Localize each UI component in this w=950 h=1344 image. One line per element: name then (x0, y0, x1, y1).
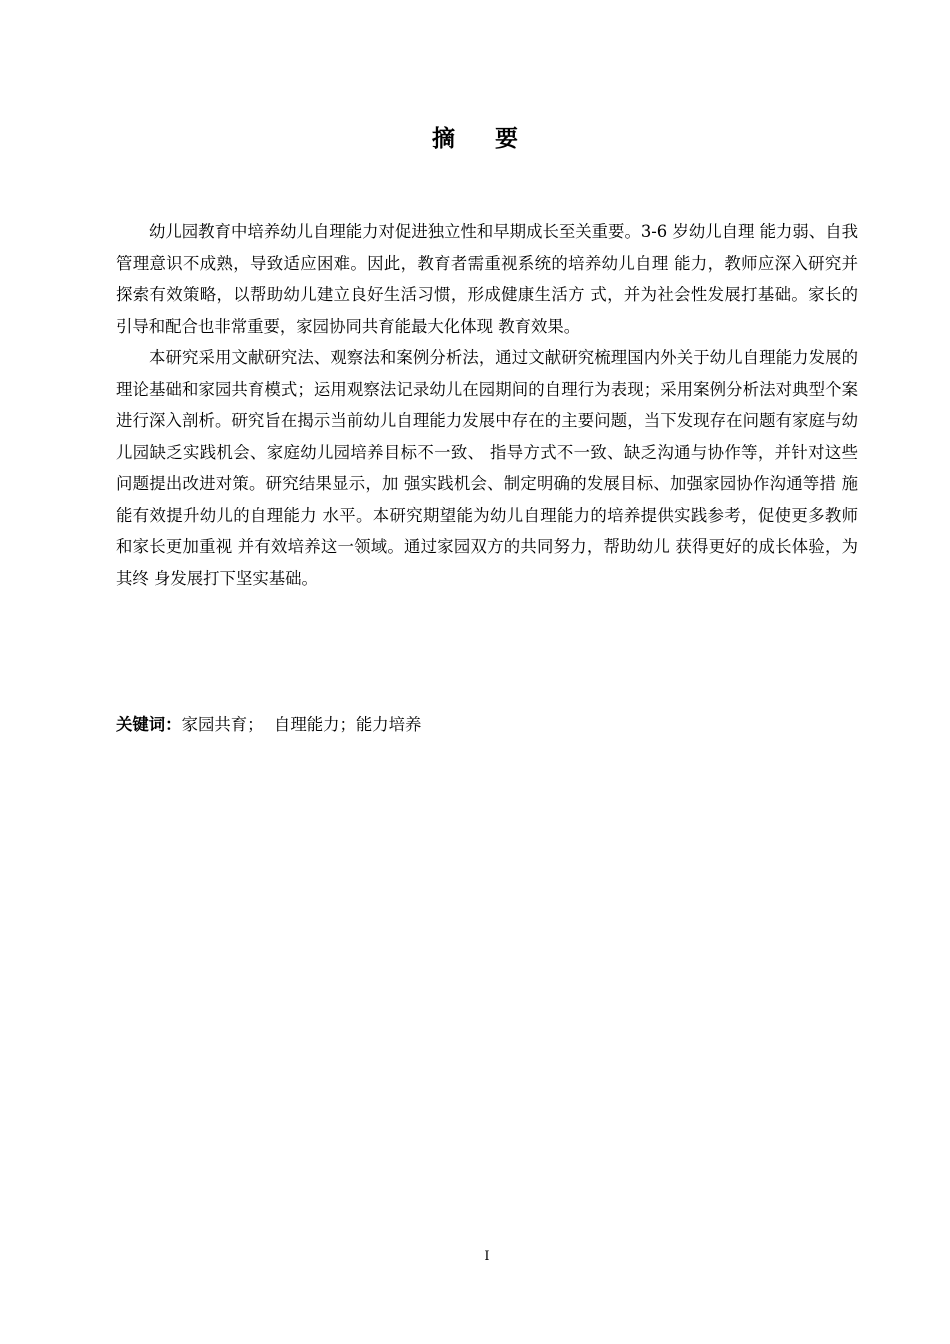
abstract-body (116, 216, 858, 594)
page-number: I (484, 1249, 490, 1264)
abstract-paragraph-2: 本研究采用文献研究法、观察法和案例分析法，通过文献研究梳理国内外关于幼儿自理能力发展的理论基础和家园共育模式；运用观察法记录幼儿在园期间的自理行为表现；采用案例分析法对典型个案进行深入剖析。研究旨在揭示当前幼儿自理能力发展中存在的主要问题，当下发现存在问题有家庭与幼儿园缺乏实践机会、家庭幼儿园培养目标不一致、 指导方式不一致、缺乏沟通与协作等，并针对这些问题提出改进对策。研究结果显示，加 强实践机会、制定明确的发展目标、加强家园协作沟通等措 施能有效提升幼儿的自理能力 水平。本研究期望能为幼儿自理能力的培养提供实践参考，促使更多教师和家长更加重视 并有效培养这一领域。通过家园双方的共同努力，帮助幼儿 获得更好的成长体验，为其终 身发展打下坚实基础。 (116, 348, 858, 588)
abstract-paragraph-1: 幼儿园教育中培养幼儿自理能力对促进独立性和早期成长至关重要。3-6 岁幼儿自理 能力弱、自我管理意识不成熟，导致适应困难。因此，教育者需重视系统的培养幼儿自理 能力，教师应深入研究并探索有效策略，以帮助幼儿建立良好生活习惯，形成健康生活方 式，并为社会性发展打基础。家长的引导和配合也非常重要，家园协同共育能最大化体现 教育效果。 (116, 222, 858, 336)
keywords-line (116, 711, 858, 739)
keywords-label: 关键词： (116, 715, 182, 734)
abstract-title: 摘 要 (431, 126, 534, 152)
keywords-text: 家园共育； 自理能力；能力培养 (181, 715, 422, 734)
